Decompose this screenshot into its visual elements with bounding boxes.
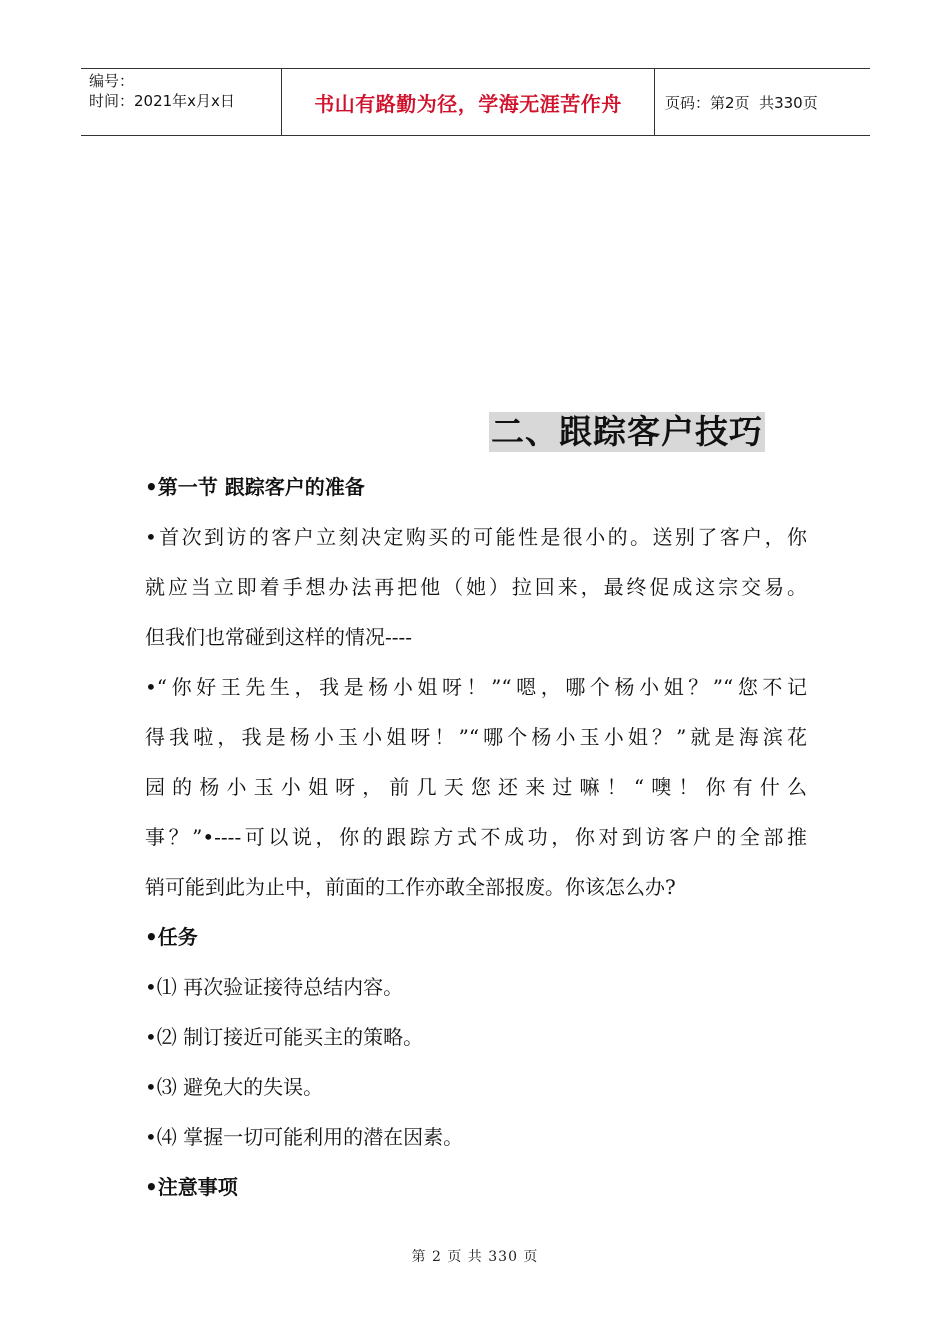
document-number-label: 编号： <box>89 72 135 90</box>
page-footer: 第 2 页 共 330 页 <box>411 1249 539 1265</box>
document-body <box>145 462 807 1212</box>
paragraph-line: •首次到访的客户立刻决定购买的可能性是很小的。送别了客户，你 <box>145 525 807 549</box>
chapter-title: 二、跟踪客户技巧 <box>491 412 763 451</box>
tasks-heading: •任务 <box>145 925 198 949</box>
section-heading: •第一节 跟踪客户的准备 <box>145 475 365 499</box>
header-meta-cell <box>81 69 282 135</box>
header-motto: 书山有路勤为径，学海无涯苦作舟 <box>282 69 655 135</box>
paragraph-line: 事？”•----可以说，你的跟踪方式不成功，你对到访客户的全部推 <box>145 825 807 849</box>
page-header <box>81 68 870 136</box>
paragraph-line: 就应当立即着手想办法再把他（她）拉回来，最终促成这宗交易。 <box>145 575 807 599</box>
paragraph-line: 得我啦，我是杨小玉小姐呀！”“哪个杨小玉小姐？”就是海滨花 <box>145 725 807 749</box>
paragraph-line: •“你好王先生，我是杨小姐呀！”“嗯，哪个杨小姐？”“您不记 <box>145 675 807 699</box>
paragraph-line: 园的杨小玉小姐呀，前几天您还来过嘛！“噢！你有什么 <box>145 775 807 799</box>
task-item: •⑷ 掌握一切可能利用的潜在因素。 <box>145 1125 464 1149</box>
header-page-info-cell <box>655 69 870 135</box>
header-page-info: 页码：第2页 共330页 <box>665 93 818 112</box>
paragraph-line: 销可能到此为止中，前面的工作亦敢全部报废。你该怎么办? <box>145 875 676 899</box>
task-item: •⑵ 制订接近可能买主的策略。 <box>145 1025 424 1049</box>
task-item: •⑶ 避免大的失误。 <box>145 1075 324 1099</box>
notes-heading: •注意事项 <box>145 1175 238 1199</box>
paragraph-line: 但我们也常碰到这样的情况---- <box>145 625 413 649</box>
task-item: •⑴ 再次验证接待总结内容。 <box>145 975 404 999</box>
document-date-label: 时间：2021年x月x日 <box>89 92 235 110</box>
